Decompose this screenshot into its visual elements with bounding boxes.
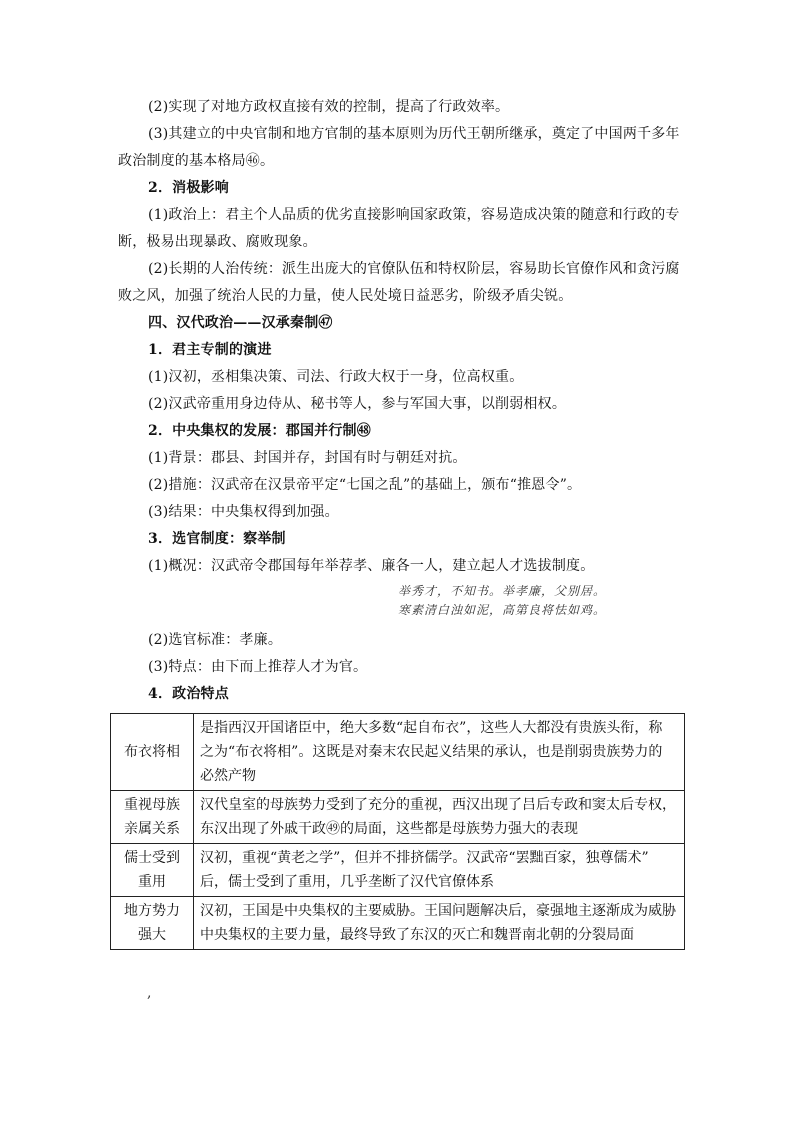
text-line: (1)汉初，丞相集决策、司法、行政大权于一身，位高权重。: [148, 369, 524, 385]
text-line: (3)其建立的中央官制和地方官制的基本原则为历代王朝所继承，奠定了中国两千多年: [148, 126, 680, 142]
section-heading: 四、汉代政治——汉承秦制㊼: [148, 315, 333, 331]
handwritten-note: 寒素清白浊如泥，高第良将怯如鸡。: [398, 603, 607, 617]
table-value-cell: 汉初，重视“黄老之学”，但并不排挤儒学。汉武帝“罢黜百家，独尊儒术” 后，儒士受到了重用，几乎垄断了汉代官僚体系: [194, 844, 685, 897]
table-row: [111, 844, 685, 897]
section-heading: 3．选官制度：察举制: [148, 531, 286, 547]
text-line: (2)措施：汉武帝在汉景帝平定“七国之乱”的基础上，颁布“推恩令”。: [148, 477, 582, 493]
section-heading: 1．君主专制的演进: [148, 342, 272, 358]
table-key-cell: 地方势力 强大: [111, 897, 194, 950]
text-line: 政治制度的基本格局㊻。: [118, 153, 275, 169]
text-line: (2)选官标准：孝廉。: [148, 632, 283, 648]
table-value-cell: 是指西汉开国诸臣中，绝大多数“起自布衣”，这些人大都没有贵族头衔，称 之为“布衣将相”。这既是对秦末农民起义结果的承认，也是削弱贵族势力的 必然产物: [194, 714, 685, 791]
text-line: 败之风，加强了统治人民的力量，使人民处境日益恶劣，阶级矛盾尖锐。: [118, 288, 573, 304]
section-heading: 2．消极影响: [148, 180, 229, 196]
text-line: (3)特点：由下而上推荐人才为官。: [148, 659, 368, 675]
handwritten-note: 举秀才，不知书。举孝廉，父别居。: [398, 584, 607, 598]
text-line: 断，极易出现暴政、腐败现象。: [118, 234, 317, 250]
text-line: (1)概况：汉武帝令郡国每年举荐孝、廉各一人，建立起人才选拔制度。: [148, 558, 595, 574]
table-row: [111, 791, 685, 844]
text-line: (2)长期的人治传统：派生出庞大的官僚队伍和特权阶层，容易助长官僚作风和贪污腐: [148, 261, 680, 277]
table-key-cell: 儒士受到 重用: [111, 844, 194, 897]
text-line: (2)实现了对地方政权直接有效的控制，提高了行政效率。: [148, 99, 510, 115]
table-row: [111, 897, 685, 950]
section-heading: 2．中央集权的发展：郡国并行制㊽: [148, 423, 371, 439]
text-line: (3)结果：中央集权得到加强。: [148, 504, 339, 520]
stray-mark: ,: [147, 985, 152, 1001]
text-line: (1)政治上：君主个人品质的优劣直接影响国家政策，容易造成决策的随意和行政的专: [148, 207, 680, 223]
table-row: [111, 714, 685, 791]
table-value-cell: 汉代皇室的母族势力受到了充分的重视，西汉出现了吕后专政和窦太后专权， 东汉出现了外戚干政㊾的局面，这些都是母族势力强大的表现: [194, 791, 685, 844]
section-heading: 4．政治特点: [148, 686, 229, 702]
table-key-cell: 重视母族 亲属关系: [111, 791, 194, 844]
table-value-cell: 汉初，王国是中央集权的主要威胁。王国问题解决后，豪强地主逐渐成为威胁 中央集权的主要力量，最终导致了东汉的灭亡和魏晋南北朝的分裂局面: [194, 897, 685, 950]
text-line: (1)背景：郡县、封国并存，封国有时与朝廷对抗。: [148, 450, 467, 466]
political-features-table: [110, 713, 685, 950]
text-line: (2)汉武帝重用身边侍从、秘书等人，参与军国大事，以削弱相权。: [148, 396, 567, 412]
table-key-cell: 布衣将相: [111, 714, 194, 791]
